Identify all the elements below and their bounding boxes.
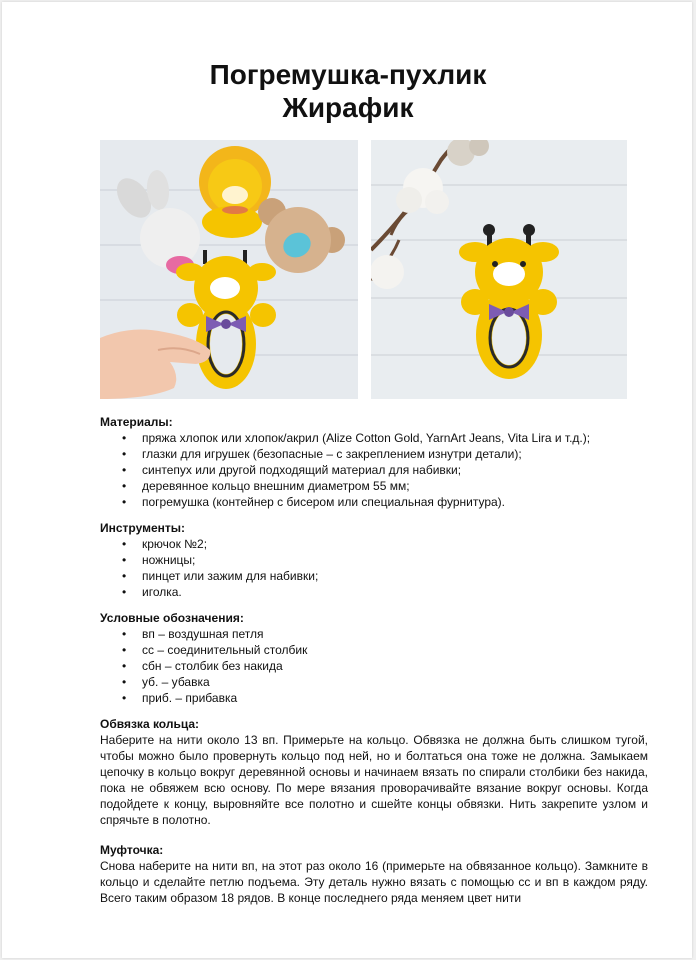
ring-paragraph: Наберите на нити около 13 вп. Примерьте на кольцо. Обвязка не должна быть слишком тугой, чтобы можно было провернуть кольцо под ней, но и болтаться она тоже не должна. Замыкаем цепочку в кольцо вокруг деревянной основы и начинаем вязать по спирали столбики без накида, пока не обвяжем всю основу. По мере вязания проворачивайте вязание вокруг основы. Когда подойдете к концу, выровняйте все полотно и сшейте концы обвязки. Нить закрепите узлом и спрячьте в полотно. [100, 733, 648, 827]
document-title [0, 58, 696, 124]
notation-section [100, 610, 648, 706]
list-item: • пинцет или зажим для набивки; [100, 568, 648, 584]
ring-heading: Обвязка кольца: [100, 717, 200, 731]
list-item: • пряжа хлопок или хлопок/акрил (Alize Cotton Gold, YarnArt Jeans, Vita Lira и т.д.); [100, 430, 648, 446]
giraffe-rattle-photo [371, 140, 627, 399]
ring-section [100, 716, 648, 828]
tools-heading: Инструменты: [100, 521, 186, 535]
materials-heading: Материалы: [100, 415, 173, 429]
muff-section [100, 842, 648, 906]
materials-section [100, 414, 648, 510]
tools-section [100, 520, 648, 600]
muff-heading: Муфточка: [100, 843, 164, 857]
list-item: • синтепух или другой подходящий материал для набивки; [100, 462, 648, 478]
list-item: • иголка. [100, 584, 648, 600]
toy-group-photo [100, 140, 358, 399]
toy-group-illustration [100, 140, 358, 399]
title-line-1: Погремушка-пухлик [209, 59, 487, 90]
list-item: • сбн – столбик без накида [100, 658, 648, 674]
materials-list [100, 430, 648, 510]
title-line-2: Жирафик [282, 92, 414, 123]
list-item: • приб. – прибавка [100, 690, 648, 706]
muff-paragraph: Снова наберите на нити вп, на этот раз около 16 (примерьте на обвязанное кольцо). Замкните в кольцо и сделайте петлю подъема. Эту деталь нужно вязать с помощью сс и вп в каждом ряду. Всего таким образом 18 рядов. В конце последнего ряда меняем цвет нити [100, 859, 648, 905]
tools-list [100, 536, 648, 600]
list-item: • деревянное кольцо внешним диаметром 55 мм; [100, 478, 648, 494]
list-item: • погремушка (контейнер с бисером или специальная фурнитура). [100, 494, 648, 510]
list-item: • уб. – убавка [100, 674, 648, 690]
instructions-body [100, 414, 648, 920]
giraffe-rattle-illustration [371, 140, 627, 399]
list-item: • сс – соединительный столбик [100, 642, 648, 658]
notation-list [100, 626, 648, 706]
list-item: • глазки для игрушек (безопасные – с закреплением изнутри детали); [100, 446, 648, 462]
list-item: • ножницы; [100, 552, 648, 568]
notation-heading: Условные обозначения: [100, 611, 244, 625]
list-item: • крючок №2; [100, 536, 648, 552]
list-item: • вп – воздушная петля [100, 626, 648, 642]
